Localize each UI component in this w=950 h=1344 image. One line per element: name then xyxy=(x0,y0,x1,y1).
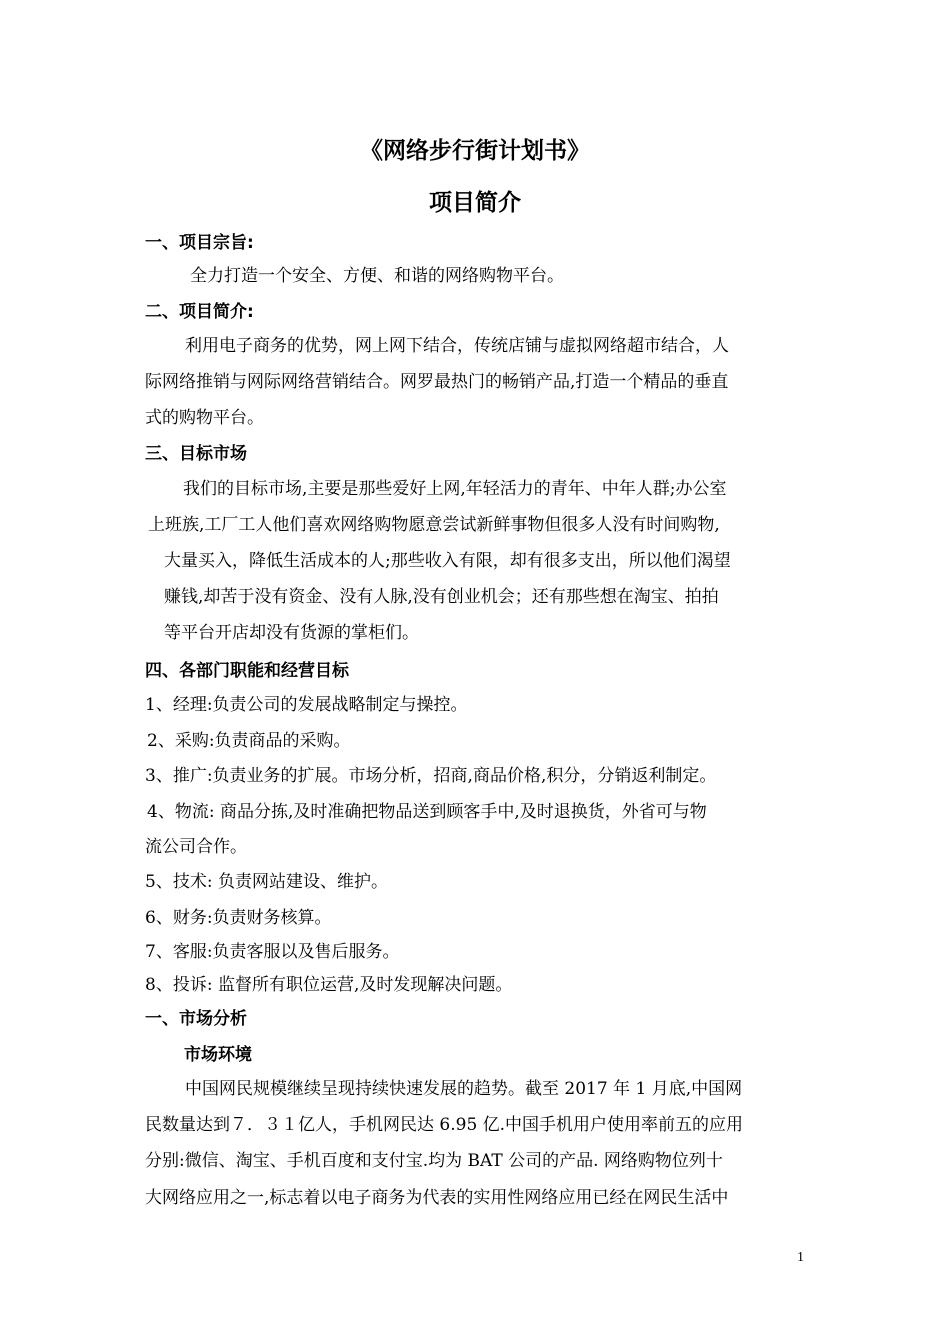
list-item: 1、经理:负责公司的发展战略制定与操控。 xyxy=(145,695,468,715)
section-heading-market-analysis: 一、市场分析 xyxy=(145,1009,247,1029)
list-item: 4、物流: 商品分拣,及时准确把物品送到顾客手中,及时退换货，外省可与物 xyxy=(147,802,707,822)
paragraph-line: 中国网民规模继续呈现持续快速发展的趋势。截至 2017 年 1 月底,中国网 xyxy=(185,1079,743,1099)
section-heading-target-market: 三、目标市场 xyxy=(145,444,247,464)
list-item: 3、推广:负责业务的扩展。市场分析，招商,商品价格,积分，分销返利制定。 xyxy=(145,766,717,786)
document-subtitle: 项目简介 xyxy=(429,190,521,216)
section-heading-intro: 二、项目简介: xyxy=(145,302,254,322)
paragraph-line: 利用电子商务的优势，网上网下结合，传统店铺与虚拟网络超市结合，人 xyxy=(185,336,729,356)
paragraph-line: 上班族,工厂工人他们喜欢网络购物愿意尝试新鲜事物但很多人没有时间购物, xyxy=(148,515,720,535)
list-item: 8、投诉: 监督所有职位运营,及时发现解决问题。 xyxy=(145,975,513,995)
paragraph-line: 式的购物平台。 xyxy=(145,408,264,428)
list-item: 5、技术: 负责网站建设、维护。 xyxy=(145,872,388,892)
list-item: 流公司合作。 xyxy=(145,837,247,857)
list-item: 7、客服:负责客服以及售后服务。 xyxy=(145,942,400,962)
paragraph-line: 大量买入，降低生活成本的人;那些收入有限，却有很多支出，所以他们渴望 xyxy=(164,551,731,571)
list-item: 6、财务:负责财务核算。 xyxy=(145,908,332,928)
document-title: 《网络步行街计划书》 xyxy=(360,138,590,164)
paragraph-line: 我们的目标市场,主要是那些爱好上网,年轻活力的青年、中年人群;办公室 xyxy=(183,479,727,499)
paragraph-line: 分别:微信、淘宝、手机百度和支付宝.均为 BAT 公司的产品. 网络购物位列十 xyxy=(145,1151,723,1171)
paragraph-line: 民数量达到７．３１亿人，手机网民达 6.95 亿.中国手机用户使用率前五的应用 xyxy=(145,1115,744,1135)
subheading-market-environment: 市场环境 xyxy=(184,1045,252,1065)
paragraph-line: 大网络应用之一,标志着以电子商务为代表的实用性网络应用已经在网民生活中 xyxy=(145,1188,729,1208)
paragraph-line: 际网络推销与网际网络营销结合。网罗最热门的畅销产品,打造一个精品的垂直 xyxy=(145,372,729,392)
section-heading-purpose: 一、项目宗旨: xyxy=(145,233,254,253)
section-heading-departments: 四、各部门职能和经营目标 xyxy=(145,661,349,681)
list-item: 2、采购:负责商品的采购。 xyxy=(147,731,351,751)
section-purpose-text: 全力打造一个安全、方便、和谐的网络购物平台。 xyxy=(190,266,564,286)
paragraph-line: 等平台开店却没有货源的掌柜们。 xyxy=(164,623,419,643)
paragraph-line: 赚钱,却苦于没有资金、没有人脉,没有创业机会；还有那些想在淘宝、拍拍 xyxy=(164,587,719,607)
page-number: 1 xyxy=(797,1250,804,1265)
